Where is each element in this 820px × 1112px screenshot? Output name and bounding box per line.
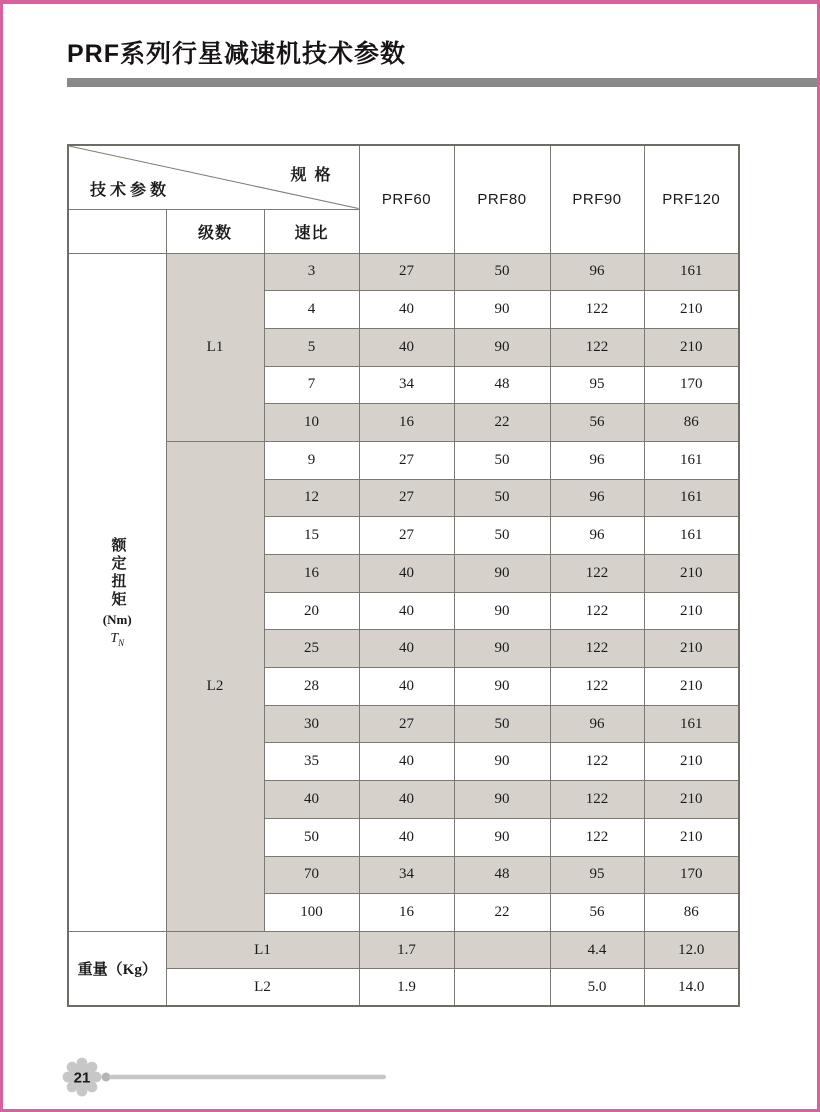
- header-row-1: [68, 145, 739, 209]
- torque-value-cell: 90: [454, 555, 550, 593]
- torque-value-cell: 210: [644, 630, 739, 668]
- torque-value-cell: 34: [359, 366, 454, 404]
- torque-value-cell: 50: [454, 479, 550, 517]
- torque-value-cell: 161: [644, 705, 739, 743]
- torque-value-cell: 40: [359, 592, 454, 630]
- ratio-cell: 4: [264, 291, 359, 329]
- torque-value-cell: 161: [644, 253, 739, 291]
- ratio-cell: 5: [264, 328, 359, 366]
- weight-stage-l1: L1: [166, 931, 359, 969]
- torque-value-cell: 40: [359, 555, 454, 593]
- torque-value-cell: 96: [550, 253, 644, 291]
- torque-value-cell: 210: [644, 592, 739, 630]
- ratio-cell: 16: [264, 555, 359, 593]
- torque-value-cell: 210: [644, 781, 739, 819]
- weight-table-body: [68, 931, 739, 1006]
- torque-value-cell: 27: [359, 479, 454, 517]
- ratio-cell: 3: [264, 253, 359, 291]
- ratio-cell: 7: [264, 366, 359, 404]
- torque-value-cell: 210: [644, 818, 739, 856]
- ratio-cell: 15: [264, 517, 359, 555]
- ratio-cell: 10: [264, 404, 359, 442]
- torque-value-cell: 90: [454, 592, 550, 630]
- weight-value-cell: [454, 931, 550, 969]
- col-header-prf80: PRF80: [454, 145, 550, 253]
- torque-value-cell: 161: [644, 441, 739, 479]
- ratio-cell: 100: [264, 894, 359, 932]
- col-header-prf60: PRF60: [359, 145, 454, 253]
- torque-value-cell: 90: [454, 818, 550, 856]
- stage-column-header: 级数: [166, 209, 264, 253]
- torque-label-wrap: [69, 537, 166, 648]
- ratio-cell: 50: [264, 818, 359, 856]
- torque-value-cell: 40: [359, 781, 454, 819]
- torque-value-cell: 170: [644, 856, 739, 894]
- weight-value-cell: 1.9: [359, 969, 454, 1007]
- torque-value-cell: 40: [359, 818, 454, 856]
- torque-value-cell: 170: [644, 366, 739, 404]
- ratio-cell: 28: [264, 668, 359, 706]
- ratio-cell: 9: [264, 441, 359, 479]
- torque-value-cell: 210: [644, 668, 739, 706]
- weight-value-cell: 14.0: [644, 969, 739, 1007]
- torque-value-cell: 90: [454, 743, 550, 781]
- spec-table: [67, 144, 740, 1007]
- torque-value-cell: 122: [550, 592, 644, 630]
- ratio-cell: 30: [264, 705, 359, 743]
- torque-value-cell: 96: [550, 441, 644, 479]
- torque-value-cell: 56: [550, 894, 644, 932]
- torque-value-cell: 86: [644, 404, 739, 442]
- torque-value-cell: 90: [454, 630, 550, 668]
- torque-value-cell: 210: [644, 291, 739, 329]
- torque-value-cell: 122: [550, 818, 644, 856]
- torque-value-cell: 27: [359, 441, 454, 479]
- torque-value-cell: 16: [359, 404, 454, 442]
- torque-value-cell: 22: [454, 894, 550, 932]
- ratio-cell: 70: [264, 856, 359, 894]
- table-header: [68, 145, 739, 253]
- ratio-cell: 25: [264, 630, 359, 668]
- ratio-cell: 12: [264, 479, 359, 517]
- torque-table-body: [68, 253, 739, 931]
- torque-row: [68, 253, 739, 291]
- torque-value-cell: 40: [359, 743, 454, 781]
- torque-value-cell: 122: [550, 328, 644, 366]
- stage-cell-l2: L2: [166, 441, 264, 931]
- diagonal-header-cell: [68, 145, 359, 209]
- torque-value-cell: 210: [644, 328, 739, 366]
- torque-value-cell: 161: [644, 479, 739, 517]
- empty-header-cell: [68, 209, 166, 253]
- torque-value-cell: 27: [359, 705, 454, 743]
- torque-value-cell: 50: [454, 253, 550, 291]
- stage-cell-l1: L1: [166, 253, 264, 441]
- torque-value-cell: 122: [550, 743, 644, 781]
- page-footer-graphic: [59, 1054, 399, 1100]
- weight-value-cell: 1.7: [359, 931, 454, 969]
- torque-value-cell: 122: [550, 555, 644, 593]
- ratio-cell: 40: [264, 781, 359, 819]
- title-underline-bar: [67, 78, 817, 87]
- weight-stage-l2: L2: [166, 969, 359, 1007]
- footer-line: [109, 1075, 386, 1079]
- ratio-cell: 20: [264, 592, 359, 630]
- torque-value-cell: 122: [550, 291, 644, 329]
- torque-label-cell: [68, 253, 166, 931]
- torque-value-cell: 86: [644, 894, 739, 932]
- torque-value-cell: 40: [359, 668, 454, 706]
- torque-value-cell: 122: [550, 668, 644, 706]
- torque-value-cell: 48: [454, 366, 550, 404]
- torque-value-cell: 96: [550, 479, 644, 517]
- torque-vertical-label: 额定扭矩: [109, 536, 126, 609]
- torque-value-cell: 56: [550, 404, 644, 442]
- torque-value-cell: 122: [550, 630, 644, 668]
- torque-value-cell: 48: [454, 856, 550, 894]
- page-title: PRF系列行星减速机技术参数: [67, 40, 407, 68]
- torque-value-cell: 90: [454, 328, 550, 366]
- torque-value-cell: 161: [644, 517, 739, 555]
- weight-row-l2: [68, 969, 739, 1007]
- torque-value-cell: 34: [359, 856, 454, 894]
- page-number: 21: [73, 1069, 91, 1087]
- weight-label-cell: 重量（Kg）: [68, 931, 166, 1006]
- torque-value-cell: 122: [550, 781, 644, 819]
- torque-value-cell: 50: [454, 517, 550, 555]
- torque-value-cell: 40: [359, 630, 454, 668]
- col-header-prf120: PRF120: [644, 145, 739, 253]
- tech-param-corner-label: 技术参数: [90, 181, 171, 199]
- torque-value-cell: 50: [454, 441, 550, 479]
- weight-value-cell: 12.0: [644, 931, 739, 969]
- weight-value-cell: 4.4: [550, 931, 644, 969]
- torque-unit-label: (Nm): [102, 611, 132, 627]
- weight-value-cell: [454, 969, 550, 1007]
- torque-value-cell: 96: [550, 705, 644, 743]
- torque-symbol-label: $T_N$: [110, 630, 125, 648]
- torque-value-cell: 40: [359, 328, 454, 366]
- ratio-cell: 35: [264, 743, 359, 781]
- ratio-column-header: 速比: [264, 209, 359, 253]
- torque-value-cell: 22: [454, 404, 550, 442]
- torque-value-cell: 210: [644, 555, 739, 593]
- torque-value-cell: 50: [454, 705, 550, 743]
- col-header-prf90: PRF90: [550, 145, 644, 253]
- torque-value-cell: 95: [550, 366, 644, 404]
- torque-value-cell: 96: [550, 517, 644, 555]
- spec-corner-label: 规 格: [290, 167, 333, 184]
- torque-row: [68, 441, 739, 479]
- torque-value-cell: 90: [454, 291, 550, 329]
- weight-row-l1: [68, 931, 739, 969]
- torque-value-cell: 16: [359, 894, 454, 932]
- torque-value-cell: 95: [550, 856, 644, 894]
- weight-value-cell: 5.0: [550, 969, 644, 1007]
- torque-value-cell: 210: [644, 743, 739, 781]
- torque-value-cell: 40: [359, 291, 454, 329]
- torque-value-cell: 27: [359, 253, 454, 291]
- gear-icon: [63, 1058, 102, 1097]
- torque-value-cell: 27: [359, 517, 454, 555]
- torque-value-cell: 90: [454, 781, 550, 819]
- torque-value-cell: 90: [454, 668, 550, 706]
